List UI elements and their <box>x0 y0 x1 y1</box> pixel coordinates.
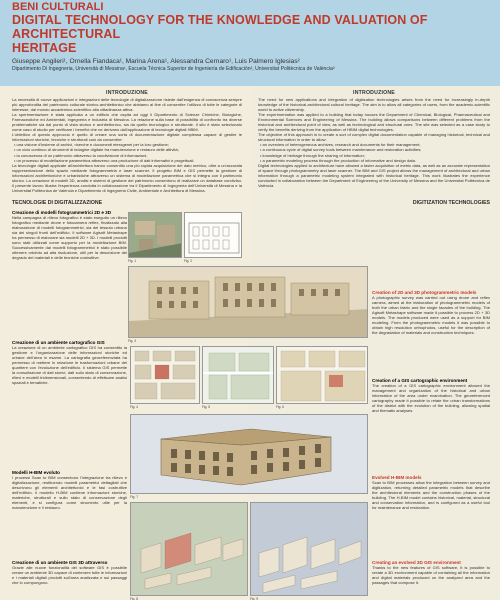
poster-affiliation: Dipartimento Di Ingegneria, Università di Messina¹, Escuela Técnica Superior de Ingeniería de Edificación², Universitat Politècnica de València² <box>12 66 335 72</box>
left-bullet: • un processo di modellazione parametrica attraverso una produzione di dati informativi e progettuali. <box>14 157 195 163</box>
right-intro-heading: INTRODUZIONE <box>353 90 395 96</box>
right-s1-heading: Creation of 2D and 3D photogrammetric models <box>372 290 477 295</box>
poster-header <box>0 0 500 86</box>
right-s2-text: The creation of a GIS cartographic environment allowed the management and organization of the historical and urban information of the area under examination. The georeferenced cartography made it possible to relate the urban transformations of the district with the evolution of the building, allowing spatial and thematic analyses. <box>372 383 490 414</box>
right-s1-block <box>372 290 490 338</box>
poster-kicker: BENI CULTURALI <box>12 1 104 13</box>
poster-title-line1: DIGITAL TECHNOLOGY FOR THE KNOWLEDGE AND VALUATION OF ARCHITECTURAL <box>12 13 428 41</box>
caption-fig4: Fig. 4 <box>130 405 138 409</box>
poster-authors: Giuseppe Angileri¹, Ornella Fiandaca¹, Marina Arena¹, Alessandra Cernaro¹, Luis Palmero Iglesias² <box>12 58 300 65</box>
gis-map-1-image <box>131 347 200 404</box>
left-s3-text: I processi Scan to BIM consentono l'integrazione tra rilievo e digitalizzazione, restituendo modelli parametrici dettagliati che descrivono gli elementi architettonici e le fasi costruttive dell'edificio. Il modello H-BIM contiene informazioni storiche, materiche, strutturali e sullo stato di conservazione degli elementi, e si configura come strumento utile per la manutenzione e il restauro. <box>12 475 127 511</box>
gis3d-2-image <box>251 503 368 596</box>
aerial-photo-image <box>129 213 182 258</box>
right-bullet: • a parametric modeling process through the production of informative and design data. <box>260 157 416 163</box>
right-s3-heading: Evolved H-BIM models <box>372 475 422 480</box>
figure-facade-drawing <box>184 212 242 258</box>
right-s2-block <box>372 378 490 442</box>
right-intro-p1: The need for new applications and integration of digitization technologies arises from the need for increasingly in-depth knowledge of the historical-architectural cultural heritage. The aim is to allow all categories of users, from the academic-scientific world to active citizenship. <box>258 97 490 113</box>
left-intro-p3: L'obiettivo di questo approccio è quello di creare una sorta di documentazione digitale complessa capace di gestire le informazioni storiche, tecniche e strutturali così da consentire: <box>12 132 242 143</box>
caption-fig9: Fig. 9 <box>250 597 258 600</box>
left-intro-p1: La necessità di nuove applicazioni e integrazioni delle tecnologie di digitalizzazione risiede dall'esigenza di conoscenza sempre più approfondita del patrimonio culturale storico-architettonico che abbiamo al fine di consentire l'utilizzo di tutte le categorie di interesse, dal mondo accademico-scientifico alla cittadinanza attiva. <box>12 97 242 113</box>
right-s2-heading: Creation of a GIS cartographic environment <box>372 378 468 383</box>
right-intro-p4: Digital technologies applied to architecture have allowed a faster acquisition of metric data, as well as an accurate representation of space through photogrammetry and laser scanner. The BIM and GIS project allows the management of architectural and urban information through a parametric modeling system integrated with historical heritage. This work illustrates the experience conducted in collaboration between the Department of Engineering of the University of Messina and the Universitat Politècnica de València. <box>258 162 490 188</box>
right-bullet: • a continuous cycle of digital survey tools between maintenance and restoration activities; <box>260 147 422 153</box>
caption-fig6: Fig. 6 <box>276 405 284 409</box>
caption-fig8: Fig. 8 <box>130 597 138 600</box>
poster-title-line2: HERITAGE <box>12 41 77 55</box>
caption-fig2: Fig. 2 <box>184 259 192 263</box>
caption-fig7: Fig. 7 <box>130 495 138 499</box>
right-intro-p2: The experimentation was applied to a building that today houses the Department of Chemical, Biological, Pharmaceutical and Environmental Sciences and Engineering of Messina. The building allows comparisons between different problems from the historical and architectural point of view, as well as technological and structural ones. The site was selected as a case study to verify the benefits deriving from the application of HBIM digital technologies. <box>258 112 490 133</box>
left-s1-heading: Creazione di modelli fotogrammetrici 2D e 3D <box>12 210 112 215</box>
figure-hbim-model <box>130 414 368 494</box>
photogrammetric-model-image <box>129 267 368 338</box>
figure-gis-map-1 <box>130 346 200 404</box>
right-s4-heading: Creating an evolved 3D GIS environment <box>372 560 461 565</box>
caption-fig5: Fig. 5 <box>202 405 210 409</box>
right-s4-block <box>372 560 490 600</box>
gis-map-2-image <box>203 347 274 404</box>
right-s3-block <box>372 475 490 547</box>
figure-gis-map-2 <box>202 346 274 404</box>
left-s2-text: La creazione di un ambiente cartografico GIS ha consentito la gestione e l'organizzazione delle informazioni storiche ed urbane dell'area in esame. La cartografia georeferenziata ha permesso di mettere in relazione le trasformazioni urbane del quartiere con l'evoluzione dell'edificio. Il sistema GIS permette la consultazione di dati storici, dati sullo stato di conservazione, rilievi e modelli tridimensionali, consentendo di effettuare analisi spaziali e tematiche. <box>12 345 127 386</box>
facade-drawing-image <box>185 213 242 258</box>
right-bullet: • knowledge of heritage through the sharing of information; <box>260 152 365 158</box>
left-section-band: TECNOLOGIE DI DIGITALIZZAZIONE <box>12 200 103 206</box>
left-s4-block <box>12 560 127 600</box>
left-s4-heading: Creazione di un ambiente GIS 3D attraverso <box>12 560 108 565</box>
gis3d-1-image <box>131 503 248 596</box>
figure-gis3d-2 <box>250 502 368 596</box>
left-bullet: • una visione d'insieme di archivi, ricerche e documenti eterogenei per la loro gestione; <box>14 142 169 148</box>
figure-gis-map-3 <box>276 346 368 404</box>
left-s2-heading: Creazione di un ambiente cartografico GIS <box>12 340 105 345</box>
left-intro-heading: INTRODUZIONE <box>106 90 148 96</box>
right-section-band: DIGITIZATION TECHNOLOGIES <box>412 200 490 206</box>
left-intro-p2: La sperimentazione è stata applicata a un edificio che ospita ad oggi il Dipartimento di Scienze Chimiche, Biologiche, Farmaceutiche ed Ambientali, ingegneria e Industria di Messina. La relazione sulla base di possibilità di confronto tra diverse problematiche sia dal punto di vista storico e architettonico, sia da quello tecnologico e strutturale. Il sito è stato selezionato come caso di studio per verificare i benefici che ne derivano dall'applicazione di tecnologie digitali HBIM. <box>12 112 242 133</box>
left-s3-block <box>12 470 127 532</box>
left-bullet: • un ciclo continuo di strumenti di indagine digitale fra manutenzione e restauro delle attività; <box>14 147 179 153</box>
right-s4-text: Thanks to the new features of GIS software, it is possible to create a 3D environment capable of containing all the information and digital materials produced on the analyzed area and the passages that compose it. <box>372 565 490 586</box>
figure-photogrammetric-model <box>128 266 368 338</box>
figure-gis3d-1 <box>130 502 248 596</box>
left-bullet: • la conoscenza di un patrimonio attraverso la condivisione di informazioni; <box>14 152 148 158</box>
figure-aerial-photo <box>128 212 182 258</box>
poster-title <box>12 13 490 55</box>
gis-map-3-image <box>277 347 368 404</box>
left-s3-heading: Modelli H-BIM evoluto <box>12 470 60 475</box>
left-s2-block <box>12 340 127 398</box>
left-s4-text: Grazie alle nuove funzionalità del software GIS è possibile creare un ambiente 3D capace di contenere tutte le informazioni e i materiali digitali prodotti sull'area analizzata e sui passaggi che lo compongono. <box>12 565 127 586</box>
right-s1-text: A photographic survey was carried out using drone and reflex camera, aimed at the elaboration of photogrammetric models of both the urban fabric and the single facades of the building. The Agisoft Metashape software made it possible to process 2D + 3D models. The models produced were used as a support for BIM modeling. From the photogrammetric models it was possible to obtain high resolution orthophotos, useful for the description of the degradation of materials and construction techniques. <box>372 295 490 336</box>
caption-fig3: Fig. 3 <box>128 339 136 343</box>
left-s1-text: Nella campagna di rilievo fotografico è stato eseguito un rilievo fotografico mediante drone e fotocamera reflex, finalizzato alla elaborazione di modelli fotogrammetrici, sia del tessuto urbano sia dei singoli fronti dell'edificio. Il software Agisoft Metashape ha permesso di elaborare sia modelli 2D + 3D. I modelli prodotti sono stati utilizzati come supporto per la modellazione BIM. Successivamente dai modelli fotogrammetrici è stato possibile ottenere ortofoto ad alta risoluzione, utili per la descrizione del degrado dei materiali e delle tecniche costruttive. <box>12 215 127 261</box>
left-intro-p4: La tecnologie digitali applicate all'architettura hanno consentito una più rapida acquisizione del dato metrico, oltre a un'accurata rappresentazione dello spazio mediante fotogrammetria e laser scanner. Il progetto BIM e GIS permette la gestione di informazioni architettoniche e urbanistiche attraverso un sistema di modellazione parametrica che si integra con il patrimonio storico. La creazione di modelli 3D, analisi e sistemi di gestione del patrimonio consentono di realizzare un database condiviso. Il presente lavoro illustra l'esperienza condotta in collaborazione tra il Dipartimento di Ingegneria dell'Università di Messina e la Universitat Politècnica de València e Dipartimento di Ingegneria Civile, Ambientale e Architettura di Messina. <box>12 162 242 193</box>
right-intro-p3: The objective of this approach is to create a sort of complex digital documentation capable of managing historical, technical and structural information in order to allow: <box>258 132 490 143</box>
right-bullet: • an overview of heterogeneous archives, research and documents for their management; <box>260 142 421 148</box>
hbim-model-image <box>131 415 368 494</box>
caption-fig1: Fig. 1 <box>128 259 136 263</box>
right-s3-text: Scan to BIM processes allow the integration between survey and digitization, returning detailed parametric models that describe the architectural elements and the construction phases of the building. The H-BIM model contains historical, material, structural and conservation information, and is configured as a useful tool for maintenance and restoration. <box>372 480 490 511</box>
left-s1-block <box>12 210 127 272</box>
